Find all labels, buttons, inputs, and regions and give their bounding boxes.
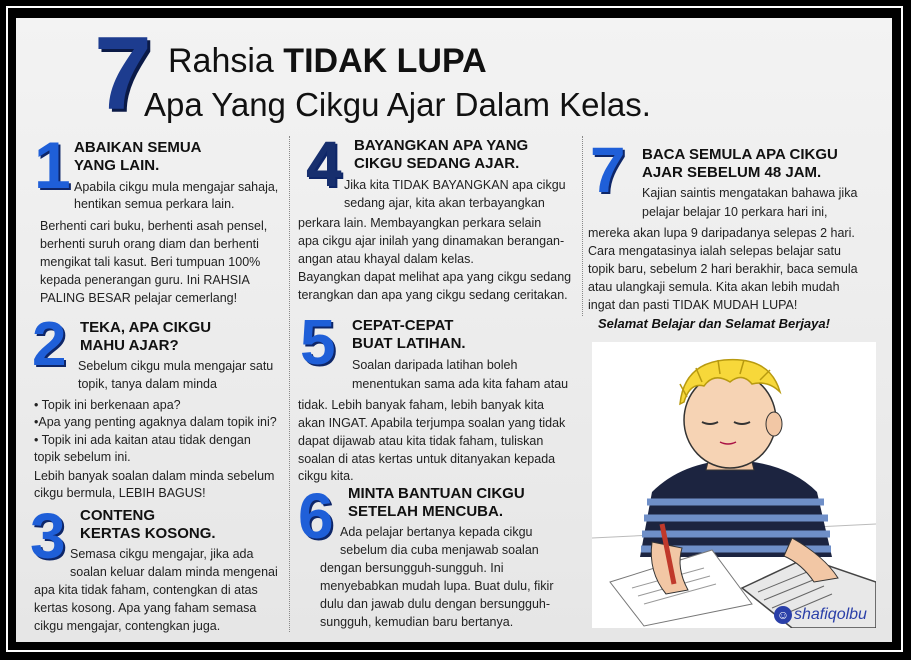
tip-3-heading-1: CONTENG [80, 507, 155, 524]
tip-2-line: topik, tanya dalam minda [78, 377, 217, 391]
tip-4-line: perkara lain. Membayangkan perkara selain [298, 216, 542, 230]
tip-6-line: dengan bersungguh-sungguh. Ini [320, 561, 504, 575]
tip-4-number: 4 [306, 128, 342, 200]
poster-page [16, 18, 892, 642]
tip-4-line: angan atau khayal dalam kelas. [298, 252, 474, 266]
tip-7-line: pelajar belajar 10 perkara hari ini, [642, 205, 828, 219]
tip-7-line: Cara mengatasinya ialah selepas belajar satu [588, 244, 841, 258]
tip-2-number: 2 [32, 310, 67, 379]
tip-4-line: sedang ajar, kita akan terbayangkan [344, 196, 545, 210]
tip-5-line: akan INGAT. Apabila terjumpa soalan yang tidak [298, 416, 566, 430]
tip-4-line: Bayangkan dapat melihat apa yang cikgu sedang [298, 270, 572, 284]
tip-1-heading-2: YANG LAIN. [74, 157, 160, 174]
logo-text: shafiqolbu [794, 606, 867, 624]
tip-3-line: Semasa cikgu mengajar, jika ada [70, 547, 254, 561]
tip-5-heading-2: BUAT LATIHAN. [352, 335, 466, 352]
tip-5-heading-1: CEPAT-CEPAT [352, 317, 454, 334]
tip-2-line: • Topik ini berkenaan apa? [34, 398, 181, 412]
tip-1-line: Berhenti cari buku, berhenti asah pensel, [40, 219, 268, 233]
tip-1-number: 1 [34, 128, 71, 202]
tip-6-line: sebelum dia cuba menjawab soalan [340, 543, 539, 557]
tip-2-heading-2: MAHU AJAR? [80, 337, 179, 354]
tip-4-line: Jika kita TIDAK BAYANGKAN apa cikgu [344, 178, 566, 192]
title-bold: TIDAK LUPA [283, 42, 487, 80]
tip-7-line: ingat dan pasti TIDAK MUDAH LUPA! [588, 298, 798, 312]
tip-6-number: 6 [298, 480, 334, 552]
tip-1-line: PALING BESAR pelajar cemerlang! [40, 291, 238, 305]
tip-7-line: atau ulangkaji semula. Kita akan lebih mudah [588, 280, 840, 294]
tip-3-line: kertas kosong. Apa yang faham semasa [34, 601, 257, 615]
tip-5-line: Soalan daripada latihan boleh [352, 358, 518, 372]
tip-7-line: Kajian saintis mengatakan bahawa jika [642, 186, 858, 200]
tip-2-line: cikgu bermula, LEBIH BAGUS! [34, 486, 206, 500]
tip-1-line: hentikan semua perkara lain. [74, 197, 235, 211]
tip-2-line: Lebih banyak soalan dalam minda sebelum [34, 469, 275, 483]
boy-writing-illustration [592, 342, 876, 628]
tip-1-line: mengikat tali kasut. Beri tumpuan 100% [40, 255, 261, 269]
tip-1-line: kepada penerangan guru. Ini RAHSIA [40, 273, 250, 287]
tip-6-line: dulu dan jawab dulu dengan bersungguh- [320, 597, 551, 611]
tip-2-line: • Topik ini ada kaitan atau tidak dengan [34, 433, 251, 447]
title-number: 7 [94, 18, 148, 132]
column-divider-left [289, 136, 290, 632]
tip-1-line: berhenti suruh orang diam dan berhenti [40, 237, 259, 251]
tip-4-line: apa cikgu ajar inilah yang dinamakan berangan- [298, 234, 565, 248]
tip-6-line: menyebabkan mudah lupa. Buat dulu, fikir [320, 579, 554, 593]
watermark-logo [774, 606, 867, 624]
closing-message: Selamat Belajar dan Selamat Berjaya! [598, 316, 830, 331]
tip-5-line: tidak. Lebih banyak faham, lebih banyak kita [298, 398, 544, 412]
tip-6-heading-2: SETELAH MENCUBA. [348, 503, 504, 520]
tip-6-line: Ada pelajar bertanya kepada cikgu [340, 525, 533, 539]
tip-3-line: soalan keluar dalam minda mengenai [70, 565, 278, 579]
tip-2-line: •Apa yang penting agaknya dalam topik ini? [34, 415, 277, 429]
tip-5-number: 5 [300, 306, 336, 378]
tip-1-line: Apabila cikgu mula mengajar sahaja, [74, 180, 279, 194]
tip-7-heading-2: AJAR SEBELUM 48 JAM. [642, 164, 822, 181]
logo-icon: ☺ [774, 606, 792, 624]
title-line-1 [168, 42, 487, 80]
tip-7-line: mereka akan lupa 9 daripadanya selepas 2 hari. [588, 226, 855, 240]
boy-writing-drawing [592, 342, 876, 628]
tip-3-line: apa kita tidak faham, contengkan di atas [34, 583, 258, 597]
tip-3-heading-2: KERTAS KOSONG. [80, 525, 216, 542]
title-line-2: Apa Yang Cikgu Ajar Dalam Kelas. [144, 86, 651, 123]
tip-7-number: 7 [590, 134, 626, 206]
tip-2-line: Sebelum cikgu mula mengajar satu [78, 359, 274, 373]
tip-6-line: sungguh, kemudian baru bertanya. [320, 615, 514, 629]
tip-6-heading-1: MINTA BANTUAN CIKGU [348, 485, 525, 502]
tip-4-line: terangkan dan apa yang cikgu sedang ceritakan. [298, 288, 568, 302]
tip-3-number: 3 [30, 500, 66, 572]
title-prefix: Rahsia [168, 42, 274, 80]
tip-4-heading-2: CIKGU SEDANG AJAR. [354, 155, 520, 172]
tip-7-heading-1: BACA SEMULA APA CIKGU [642, 146, 838, 163]
tip-5-line: menentukan sama ada kita faham atau [352, 377, 569, 391]
tip-3-line: cikgu mengajar, contengkan juga. [34, 619, 221, 633]
column-divider-right [582, 136, 583, 316]
tip-5-line: dapat dijawab atau kita tidak faham, tuliskan [298, 434, 544, 448]
tip-2-line: topik sebelum ini. [34, 450, 131, 464]
tip-5-line: soalan di atas kertas untuk ditanyakan kepada [298, 452, 556, 466]
tip-2-heading-1: TEKA, APA CIKGU [80, 319, 212, 336]
tip-5-line: cikgu kita. [298, 469, 354, 483]
tip-7-line: topik baru, sebelum 2 hari berakhir, baca semula [588, 262, 858, 276]
tip-1-heading-1: ABAIKAN SEMUA [74, 139, 202, 156]
tip-4-heading-1: BAYANGKAN APA YANG [354, 137, 529, 154]
